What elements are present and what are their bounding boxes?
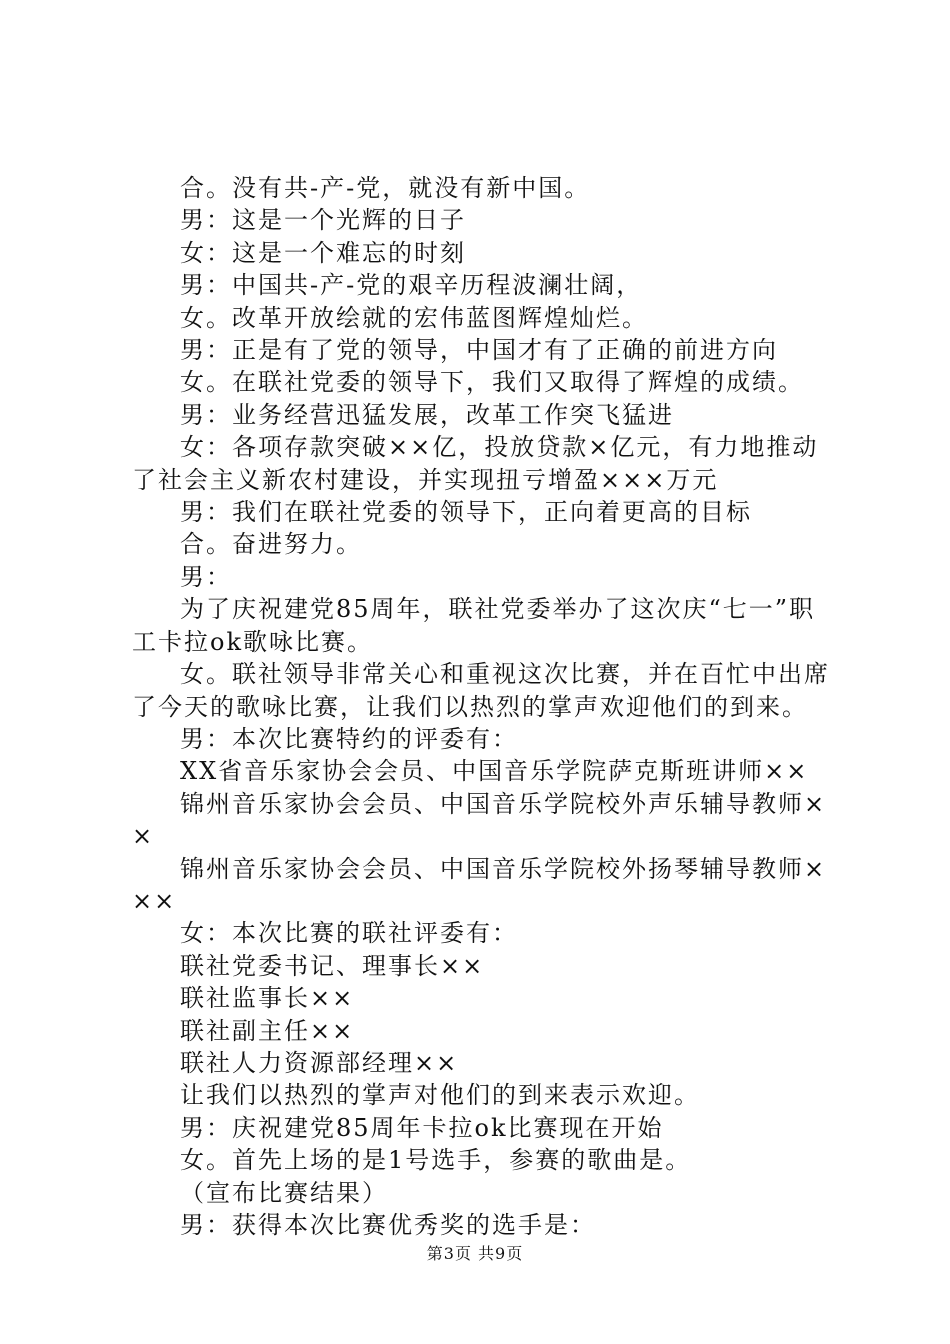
paragraph: 男：这是一个光辉的日子: [180, 206, 466, 235]
paragraph: 男：庆祝建党85周年卡拉ok比赛现在开始: [180, 1113, 664, 1142]
paragraph: 联社副主任××: [180, 1016, 355, 1045]
paragraph: （宣布比赛结果）: [180, 1178, 388, 1207]
paragraph: 男：获得本次比赛优秀奖的选手是：: [180, 1211, 596, 1239]
paragraph: 女：本次比赛的联社评委有：: [180, 919, 518, 948]
paragraph: 男：业务经营迅猛发展，改革工作突飞猛进: [180, 400, 674, 429]
paragraph: 女。在联社党委的领导下，我们又取得了辉煌的成绩。: [180, 368, 804, 397]
paragraph: 让我们以热烈的掌声对他们的到来表示欢迎。: [180, 1081, 700, 1110]
paragraph: XX省音乐家协会会员、中国音乐学院萨克斯班讲师××: [180, 757, 809, 786]
paragraph: 男：正是有了党的领导，中国才有了正确的前进方向: [180, 336, 778, 365]
paragraph: 锦州音乐家协会会员、中国音乐学院校外声乐辅导教师××: [132, 789, 827, 851]
paragraph: 女：这是一个难忘的时刻: [180, 238, 466, 267]
paragraph: 女。改革开放绘就的宏伟蓝图辉煌灿烂。: [180, 303, 648, 332]
paragraph: 男：我们在联社党委的领导下，正向着更高的目标: [180, 498, 752, 527]
paragraph: 合。没有共-产-党，就没有新中国。: [180, 174, 591, 202]
paragraph: 联社监事长××: [180, 984, 355, 1013]
paragraph: 男：本次比赛特约的评委有：: [180, 724, 518, 753]
document-body: [132, 172, 832, 1241]
paragraph: 女。联社领导非常关心和重视这次比赛，并在百忙中出席了今天的歌咏比赛，让我们以热烈的掌声欢迎他们的到来。: [132, 660, 830, 721]
page-number-footer: 第3页 共9页: [426, 1244, 524, 1263]
paragraph: 女。首先上场的是1号选手，参赛的歌曲是。: [180, 1146, 692, 1175]
paragraph: 联社人力资源部经理××: [180, 1048, 459, 1077]
paragraph: 为了庆祝建党85周年，联社党委举办了这次庆“七一”职工卡拉ok歌咏比赛。: [132, 595, 816, 656]
paragraph: 女：各项存款突破××亿，投放贷款×亿元，有力地推动了社会主义新农村建设，并实现扭亏增盈×××万元: [132, 433, 819, 494]
paragraph: 男：: [180, 562, 232, 591]
paragraph: 男：中国共-产-党的艰辛历程波澜壮阔，: [180, 271, 643, 300]
paragraph: 合。奋进努力。: [180, 530, 362, 559]
paragraph: 联社党委书记、理事长××: [180, 951, 485, 980]
paragraph: 锦州音乐家协会会员、中国音乐学院校外扬琴辅导教师×××: [132, 854, 827, 915]
